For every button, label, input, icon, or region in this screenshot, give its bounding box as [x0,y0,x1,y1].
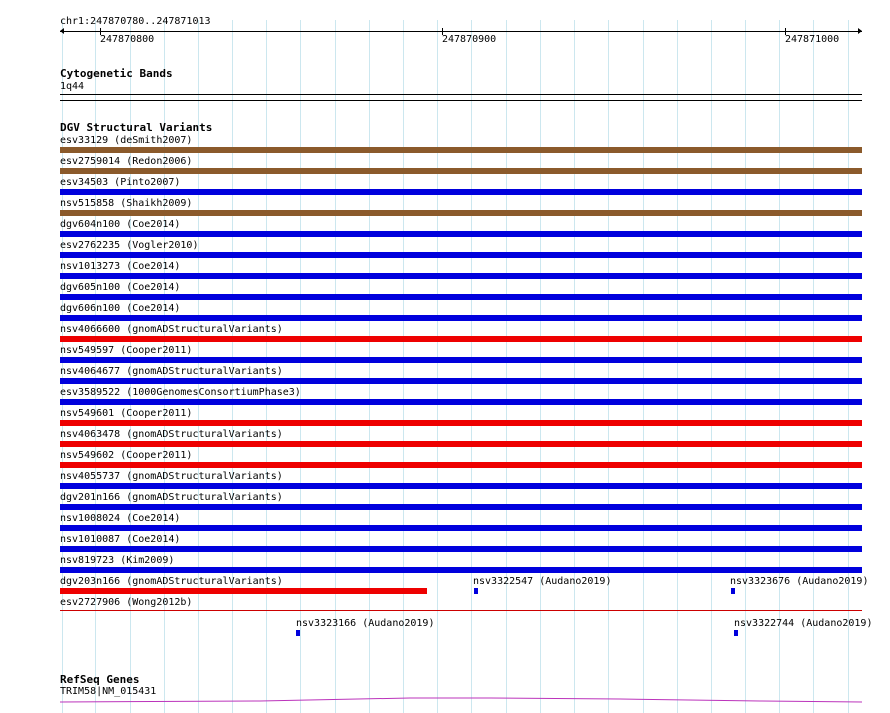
variant-label[interactable]: esv2727906 (Wong2012b) [60,597,193,608]
variant-label[interactable]: nsv3323166 (Audano2019) [296,618,435,629]
variant-bar-loss[interactable] [60,147,862,153]
variant-label[interactable]: nsv819723 (Kim2009) [60,555,175,566]
variant-label[interactable]: nsv549601 (Cooper2011) [60,408,193,419]
variant-label[interactable]: nsv4055737 (gnomADStructuralVariants) [60,471,283,482]
variant-bar-gain[interactable] [296,630,300,636]
ruler-left-arrow-icon [60,28,64,34]
cytoband-bar[interactable] [60,94,862,95]
variant-bar-deletion[interactable] [60,441,862,447]
variant-label[interactable]: nsv1008024 (Coe2014) [60,513,181,524]
variant-bar-gain[interactable] [60,399,862,405]
variant-bar-gain[interactable] [60,525,862,531]
variant-bar-deletion[interactable] [60,462,862,468]
variant-label[interactable]: esv3589522 (1000GenomesConsortiumPhase3) [60,387,301,398]
variant-label[interactable]: esv33129 (deSmith2007) [60,135,193,146]
refseq-track-title: RefSeq Genes [60,673,140,686]
variant-bar-gain[interactable] [474,588,478,594]
variant-label[interactable]: nsv3322547 (Audano2019) [473,576,612,587]
gene-label[interactable]: TRIM58|NM_015431 [60,686,157,697]
cytoband-label[interactable]: 1q44 [60,81,85,92]
variant-label[interactable]: dgv203n166 (gnomADStructuralVariants) [60,576,283,587]
ruler-region-label: chr1:247870780..247871013 [60,16,211,27]
variant-label[interactable]: nsv549602 (Cooper2011) [60,450,193,461]
variant-bar-loss[interactable] [60,210,862,216]
variant-bar-gain[interactable] [60,357,862,363]
variant-bar-gain[interactable] [60,378,862,384]
ruler-tick-label: 247870800 [100,34,155,45]
variant-bar-deletion[interactable] [60,588,427,594]
variant-bar-gain[interactable] [60,252,862,258]
variant-label[interactable]: nsv1013273 (Coe2014) [60,261,181,272]
dgv-track-title: DGV Structural Variants [60,121,213,134]
variant-bar-gain[interactable] [60,546,862,552]
variant-label[interactable]: nsv4064677 (gnomADStructuralVariants) [60,366,283,377]
variant-label[interactable]: esv2759014 (Redon2006) [60,156,193,167]
ruler-tick-label: 247871000 [785,34,840,45]
variant-bar-gain[interactable] [60,315,862,321]
variant-bar-gain[interactable] [60,504,862,510]
variant-bar-gain[interactable] [731,588,735,594]
variant-label[interactable]: nsv4066600 (gnomADStructuralVariants) [60,324,283,335]
variant-label[interactable]: nsv1010087 (Coe2014) [60,534,181,545]
variant-label[interactable]: dgv201n166 (gnomADStructuralVariants) [60,492,283,503]
variant-bar-gain[interactable] [60,273,862,279]
variant-bar-gain[interactable] [60,189,862,195]
variant-bar-gain[interactable] [60,483,862,489]
variant-bar-gain[interactable] [60,294,862,300]
cytoband-track-title: Cytogenetic Bands [60,67,173,80]
variant-label[interactable]: dgv604n100 (Coe2014) [60,219,181,230]
variant-bar-gain[interactable] [734,630,738,636]
variant-label[interactable]: nsv4063478 (gnomADStructuralVariants) [60,429,283,440]
variant-bar-loss[interactable] [60,168,862,174]
ruler-tick-label: 247870900 [442,34,497,45]
variant-label[interactable]: dgv606n100 (Coe2014) [60,303,181,314]
ruler-axis [60,31,862,32]
track-divider [60,100,862,101]
ruler-right-arrow-icon [858,28,862,34]
variant-label[interactable]: nsv3322744 (Audano2019) [734,618,873,629]
variant-bar-deletion[interactable] [60,420,862,426]
variant-label[interactable]: esv34503 (Pinto2007) [60,177,181,188]
variant-bar-gain[interactable] [60,231,862,237]
ruler[interactable] [60,26,862,46]
variant-label[interactable]: nsv549597 (Cooper2011) [60,345,193,356]
variant-bar-thin[interactable] [60,610,862,611]
gene-model-trim58[interactable] [60,692,862,708]
variant-label[interactable]: nsv3323676 (Audano2019) [730,576,869,587]
variant-label[interactable]: dgv605n100 (Coe2014) [60,282,181,293]
variant-bar-deletion[interactable] [60,336,862,342]
variant-bar-gain[interactable] [60,567,862,573]
variant-label[interactable]: nsv515858 (Shaikh2009) [60,198,193,209]
variant-label[interactable]: esv2762235 (Vogler2010) [60,240,199,251]
